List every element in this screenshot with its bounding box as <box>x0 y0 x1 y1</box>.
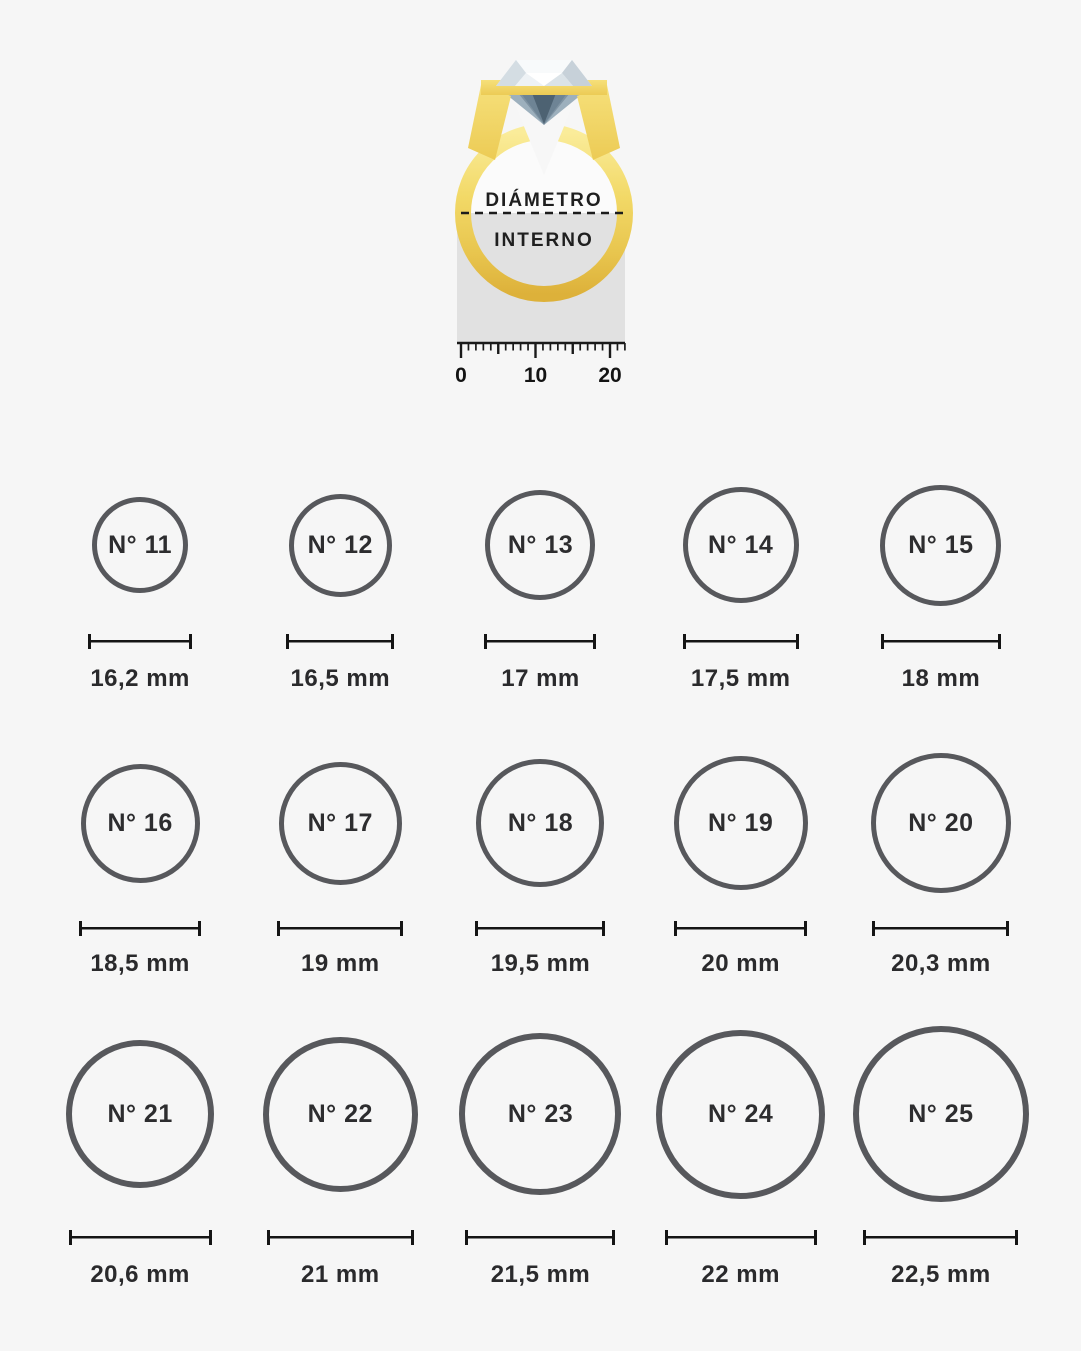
ring-size-item-24 <box>641 1014 841 1289</box>
ring-diameter-label: 16,2 mm <box>90 665 190 692</box>
ring-number-label: N° 17 <box>307 808 373 837</box>
ring-number-label: N° 13 <box>507 530 574 559</box>
ring-number-label: N° 16 <box>107 808 173 837</box>
ring-diameter-label: 19 mm <box>301 950 380 977</box>
ring-illustration <box>431 30 651 390</box>
measure-line <box>69 1230 212 1245</box>
ring-circle-17 <box>279 762 402 885</box>
ruler-label-10: 10 <box>523 364 547 387</box>
diameter-word: DIÁMETRO <box>484 190 603 211</box>
ring-number-label: N° 25 <box>908 1099 974 1128</box>
ring-size-item-18 <box>440 738 640 978</box>
ring-size-item-22 <box>240 1014 440 1289</box>
ring-diameter-label: 18,5 mm <box>90 950 190 977</box>
ring-number-label: N° 22 <box>307 1099 373 1128</box>
ring-circle-21 <box>66 1040 214 1188</box>
measure-line <box>872 921 1009 936</box>
ruler <box>455 343 625 387</box>
ring-size-item-20 <box>841 738 1041 978</box>
measure-line <box>286 634 394 649</box>
ring-size-item-11 <box>40 470 240 693</box>
ring-circle-23 <box>459 1033 621 1195</box>
ring-size-item-21 <box>40 1014 240 1289</box>
ring-size-item-17 <box>240 738 440 978</box>
ruler-label-0: 0 <box>454 364 467 387</box>
ring-diameter-label: 17 mm <box>501 665 580 692</box>
ring-number-label: N° 14 <box>708 530 774 559</box>
measure-line <box>267 1230 414 1245</box>
size-row-3 <box>40 1014 1041 1289</box>
ring-circle-14 <box>683 487 799 603</box>
size-row-2 <box>40 738 1041 978</box>
ring-size-item-12 <box>240 470 440 693</box>
ring-size-item-23 <box>440 1014 640 1289</box>
ring-diameter-label: 20,6 mm <box>90 1261 190 1288</box>
ring-number-label: N° 23 <box>507 1099 574 1128</box>
measure-line <box>79 921 201 936</box>
measure-line <box>88 634 192 649</box>
ring-size-item-19 <box>641 738 841 978</box>
ring-diameter-label: 22,5 mm <box>891 1261 991 1288</box>
ring-diameter-label: 17,5 mm <box>690 665 791 692</box>
measure-line <box>484 634 596 649</box>
measure-line <box>465 1230 615 1245</box>
measure-line <box>277 921 403 936</box>
ring-size-item-16 <box>40 738 240 978</box>
ruler-ticks <box>461 343 625 358</box>
measure-line <box>674 921 807 936</box>
ring-number-label: N° 15 <box>908 530 974 559</box>
ring-circle-25 <box>853 1026 1029 1202</box>
ring-size-item-14 <box>641 470 841 693</box>
ring-number-label: N° 20 <box>908 808 974 837</box>
ring-circle-24 <box>656 1030 825 1199</box>
ring-circle-19 <box>674 756 808 890</box>
ring-diameter-label: 20,3 mm <box>891 950 991 977</box>
measure-line <box>863 1230 1018 1245</box>
size-row-1 <box>40 470 1041 693</box>
ring-diameter-label: 18 mm <box>901 665 981 692</box>
ring-size-item-25 <box>841 1014 1041 1289</box>
diamond-icon <box>496 60 592 86</box>
ring-number-label: N° 12 <box>307 530 373 559</box>
measure-line <box>475 921 605 936</box>
ring-circle-11 <box>92 497 188 593</box>
measure-line <box>683 634 799 649</box>
ruler-label-20: 20 <box>597 364 622 387</box>
ring-circle-22 <box>263 1037 418 1192</box>
ring-diameter-label: 21,5 mm <box>490 1261 591 1288</box>
ring-circle-18 <box>476 759 604 887</box>
measure-line <box>665 1230 817 1245</box>
ring-size-item-15 <box>841 470 1041 693</box>
ring-number-label: N° 24 <box>708 1099 774 1128</box>
ring-circle-20 <box>871 753 1011 893</box>
ring-number-label: N° 21 <box>107 1099 173 1128</box>
internal-word: INTERNO <box>493 230 594 251</box>
measure-line <box>881 634 1001 649</box>
ring-size-item-13 <box>440 470 640 693</box>
ring-number-label: N° 11 <box>108 530 173 559</box>
ring-diameter-label: 19,5 mm <box>490 950 591 977</box>
ring-number-label: N° 19 <box>708 808 774 837</box>
ring-diameter-label: 22 mm <box>701 1261 780 1288</box>
ring-diameter-label: 21 mm <box>301 1261 380 1288</box>
ring-circle-12 <box>289 494 392 597</box>
ring-number-label: N° 18 <box>507 808 574 837</box>
sizes-grid <box>0 470 1081 1289</box>
ring-circle-16 <box>81 764 200 883</box>
ring-diameter-label: 16,5 mm <box>290 665 391 692</box>
ring-circle-13 <box>485 490 595 600</box>
ring-diameter-label: 20 mm <box>701 950 780 977</box>
ring-circle-15 <box>880 485 1001 606</box>
